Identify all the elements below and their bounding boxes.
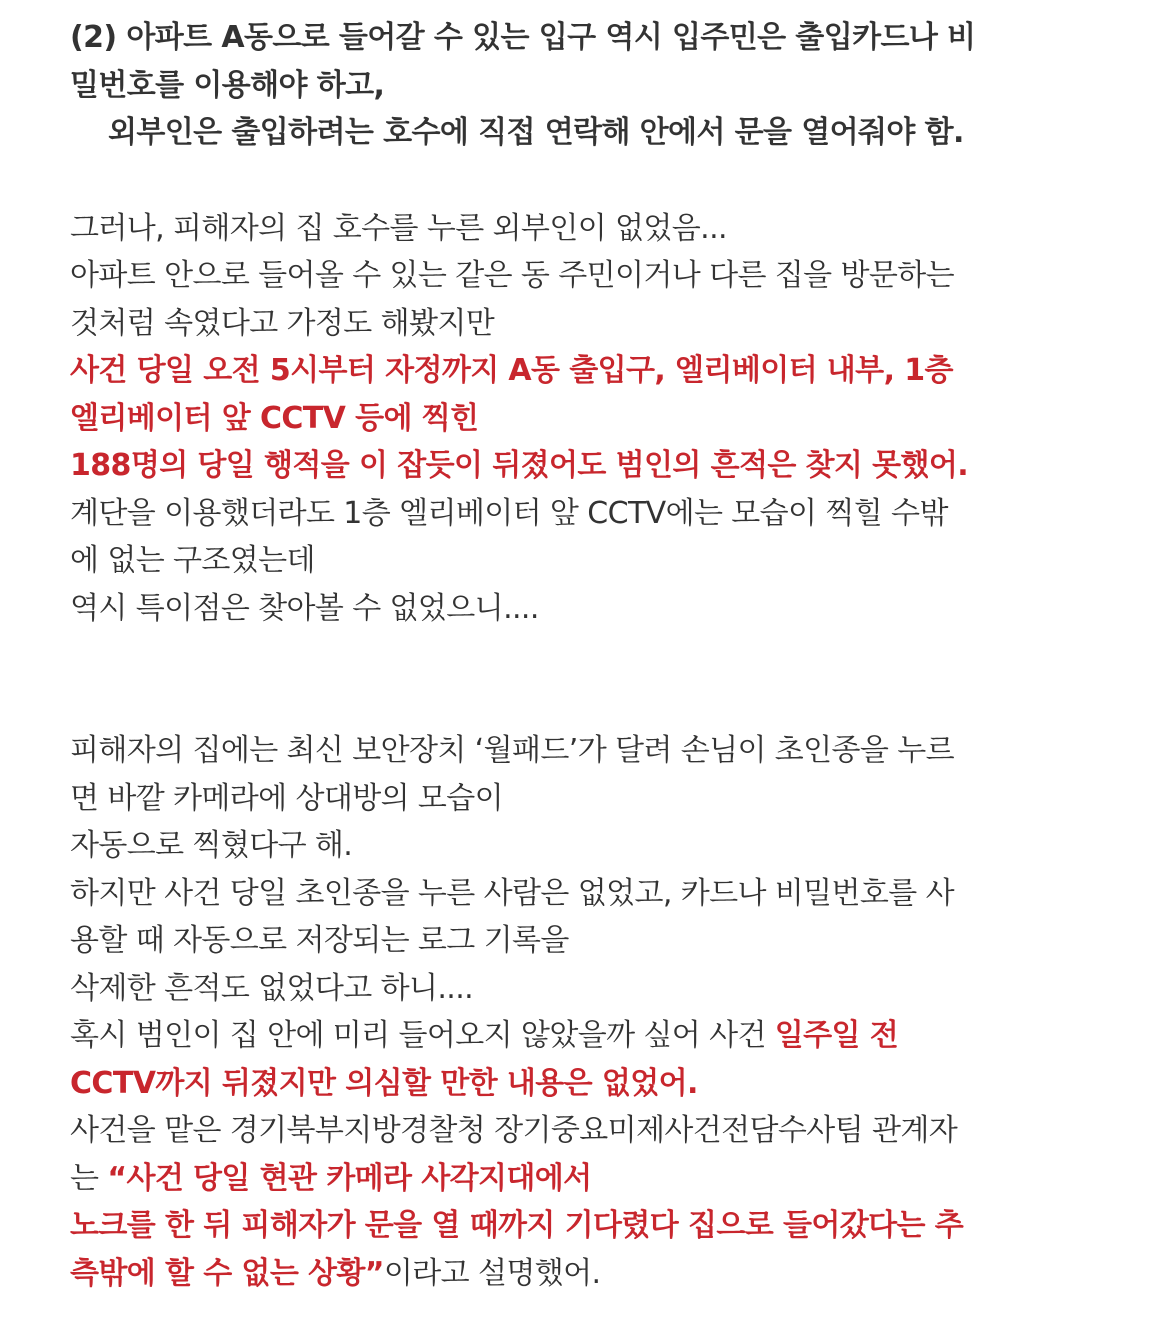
- quote-segment: 측밖에 할 수 없는 상황”: [70, 1255, 384, 1291]
- text-line: 아파트 안으로 들어올 수 있는 같은 동 주민이거나 다른 집을 방문하는: [70, 258, 955, 293]
- text-line: 자동으로 찍혔다구 해.: [70, 828, 353, 863]
- text-line: 역시 특이점은 찾아볼 수 없었으니....: [70, 590, 539, 626]
- text-line: 삭제한 흔적도 없었다고 하니....: [70, 970, 474, 1006]
- quote-line: 노크를 한 뒤 피해자가 문을 열 때까지 기다렸다 집으로 들어갔다는 추: [70, 1208, 964, 1243]
- paragraph-gap: [70, 632, 1100, 727]
- section-entrance: [70, 14, 1100, 157]
- quote-segment: “사건 당일 현관 카메라 사각지대에서: [107, 1160, 592, 1196]
- paragraph-gap: [70, 157, 1100, 205]
- highlight-line: CCTV까지 뒤졌지만 의심할 만한 내용은 없었어.: [70, 1065, 698, 1101]
- highlight-segment: 일주일 전: [774, 1018, 899, 1053]
- text-line: 피해자의 집에는 최신 보안장치 ‘월패드’가 달려 손님이 초인종을 누르: [70, 733, 955, 768]
- text-line: 그러나, 피해자의 집 호수를 누른 외부인이 없었음...: [70, 210, 727, 246]
- text-line: 계단을 이용했더라도 1층 엘리베이터 앞 CCTV에는 모습이 찍힐 수밖: [70, 495, 948, 531]
- text-line: 것처럼 속였다고 가정도 해봤지만: [70, 305, 495, 341]
- text-line: 외부인은 출입하려는 호수에 직접 연락해 안에서 문을 열어줘야 함.: [108, 115, 964, 150]
- text-line: 에 없는 구조였는데: [70, 543, 315, 578]
- section-wallpad: [70, 727, 1100, 1297]
- highlight-line: 엘리베이터 앞 CCTV 등에 찍힌: [70, 400, 479, 436]
- highlight-line: 사건 당일 오전 5시부터 자정까지 A동 출입구, 엘리베이터 내부, 1층: [70, 353, 953, 388]
- text-line: 면 바깥 카메라에 상대방의 모습이: [70, 780, 504, 816]
- text-line: (2) 아파트 A동으로 들어갈 수 있는 입구 역시 입주민은 출입카드나 비: [70, 20, 976, 55]
- text-line: [70, 1012, 1100, 1060]
- text-line: 밀번호를 이용해야 하고,: [70, 67, 385, 103]
- section-cctv: [70, 205, 1100, 633]
- text-line: 용할 때 자동으로 저장되는 로그 기록을: [70, 923, 569, 958]
- text-line: [70, 1250, 1100, 1298]
- text-line: 사건을 맡은 경기북부지방경찰청 장기중요미제사건전담수사팀 관계자: [70, 1113, 958, 1148]
- text-segment: 혹시 범인이 집 안에 미리 들어오지 않았을까 싶어 사건: [70, 1018, 775, 1053]
- text-segment: 이라고 설명했어.: [383, 1255, 601, 1291]
- text-line: 하지만 사건 당일 초인종을 누른 사람은 없었고, 카드나 비밀번호를 사: [70, 875, 955, 911]
- text-line: [70, 1155, 1100, 1203]
- highlight-line: 188명의 당일 행적을 이 잡듯이 뒤졌어도 범인의 흔적은 찾지 못했어.: [70, 448, 969, 483]
- text-segment: 는: [70, 1160, 108, 1196]
